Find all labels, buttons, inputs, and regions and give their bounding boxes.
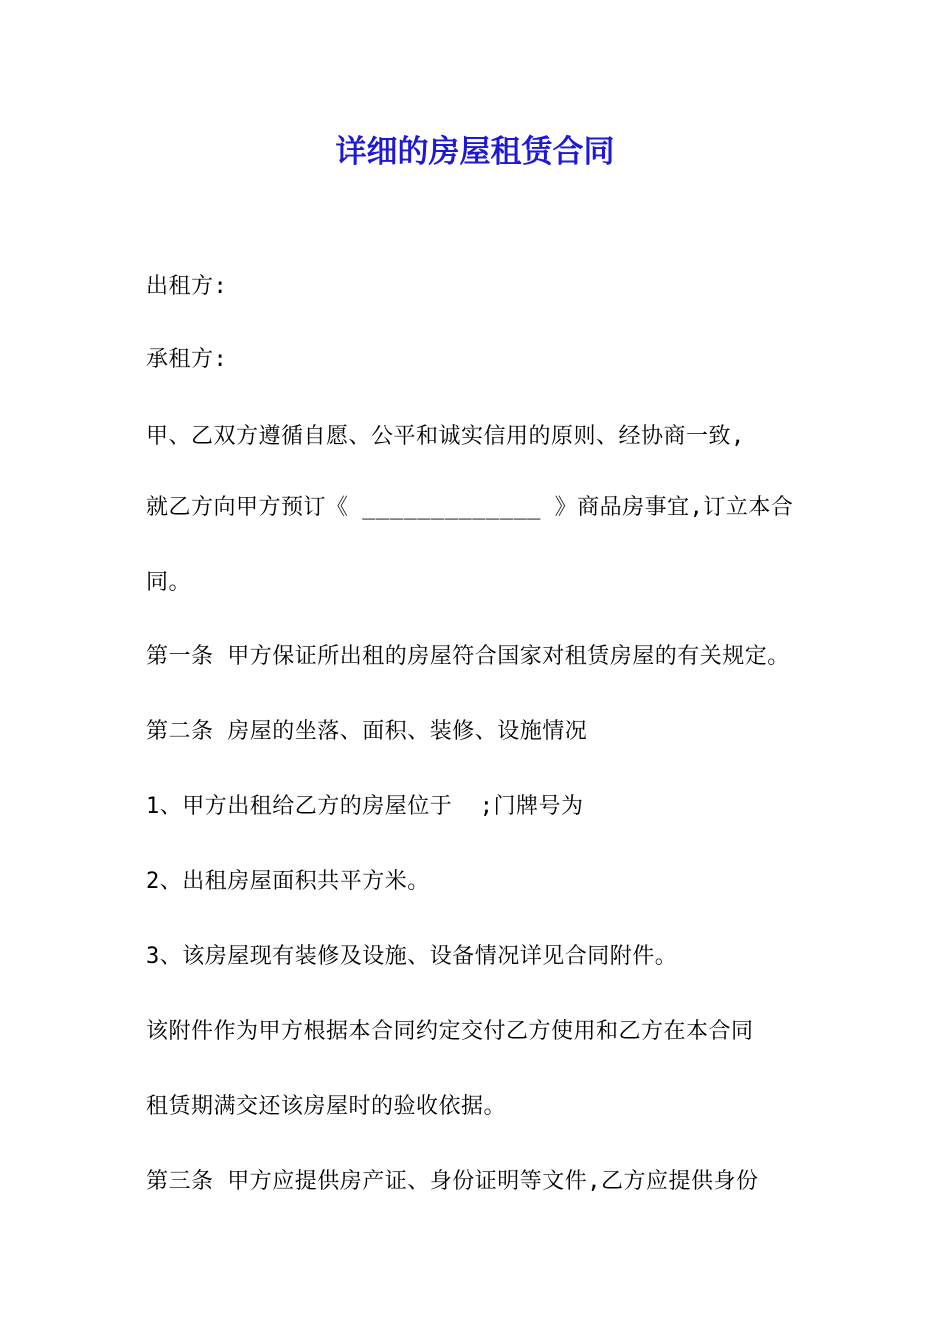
lessee-label: 承租方: <box>146 347 228 372</box>
preamble-line-1: 甲、乙双方遵循自愿、公平和诚实信用的原则、经协商一致, <box>146 424 745 449</box>
article-2-item-1: 1、甲方出租给乙方的房屋位于 ;门牌号为 <box>146 794 584 819</box>
article-3: 第三条 甲方应提供房产证、身份证明等文件,乙方应提供身份 <box>146 1169 759 1194</box>
attachment-note-line-2: 租赁期满交还该房屋时的验收依据。 <box>146 1094 507 1119</box>
preamble-line-2: 就乙方向甲方预订《 _____________ 》商品房事宜,订立本合 <box>146 495 794 520</box>
article-2-item-3: 3、该房屋现有装修及设施、设备情况详见合同附件。 <box>146 944 678 969</box>
article-2-item-2: 2、出租房屋面积共平方米。 <box>146 869 430 894</box>
preamble-line-3: 同。 <box>146 570 192 595</box>
attachment-note-line-1: 该附件作为甲方根据本合同约定交付乙方使用和乙方在本合同 <box>146 1019 754 1044</box>
lessor-label: 出租方: <box>146 274 228 299</box>
article-2-heading: 第二条 房屋的坐落、面积、装修、设施情况 <box>146 719 588 744</box>
document-title: 详细的房屋租赁合同 <box>335 134 615 170</box>
article-1: 第一条 甲方保证所出租的房屋符合国家对租赁房屋的有关规定。 <box>146 644 790 669</box>
